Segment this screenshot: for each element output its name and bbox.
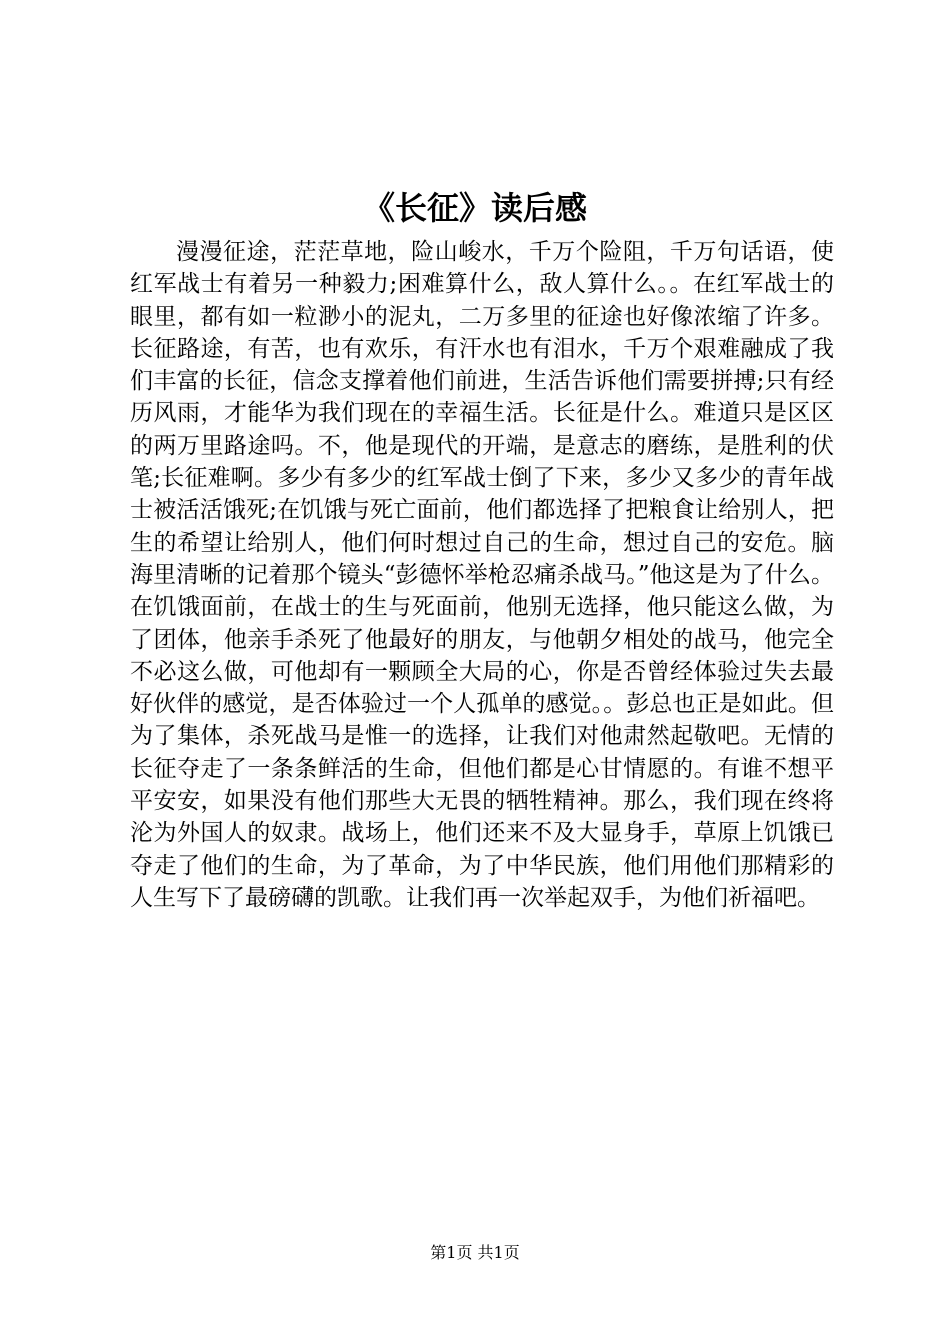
document-body: 漫漫征途，茫茫草地，险山峻水，千万个险阻，千万句话语，使红军战士有着另一种毅力;困难算什么，敌人算什么。。在红军战士的眼里，都有如一粒渺小的泥丸，二万多里的征途也好像浓缩了许多。长征路途，有苦，也有欢乐，有汗水也有泪水，千万个艰难融成了我们丰富的长征，信念支撑着他们前进，生活告诉他们需要拼搏;只有经历风雨，才能华为我们现在的幸福生活。长征是什么。难道只是区区的两万里路途吗。不，他是现代的开端，是意志的磨练，是胜利的伏笔;长征难啊。多少有多少的红军战士倒了下来，多少又多少的青年战士被活活饿死;在饥饿与死亡面前，他们都选择了把粮食让给别人，把生的希望让给别人，他们何时想过自己的生命，想过自己的安危。脑海里清晰的记着那个镜头“彭德怀举枪忍痛杀战马。”他这是为了什么。在饥饿面前，在战士的生与死面前，他别无选择，他只能这么做，为了团体，他亲手杀死了他最好的朋友，与他朝夕相处的战马，他完全不必这么做，可他却有一颗顾全大局的心，你是否曾经体验过失去最好伙伴的感觉，是否体验过一个人孤单的感觉。。彭总也正是如此。但为了集体，杀死战马是惟一的选择，让我们对他肃然起敬吧。无情的长征夺走了一条条鲜活的生命，但他们都是心甘情愿的。有谁不想平平安安，如果没有他们那些大无畏的牺牲精神。那么，我们现在终将沦为外国人的奴隶。战场上，他们还来不及大显身手，草原上饥饿已夺走了他们的生命，为了革命，为了中华民族，他们用他们那精彩的人生写下了最磅礴的凯歌。让我们再一次举起双手，为他们祈福吧。 [130,239,834,911]
page-footer: 第1页 共1页 [430,1243,520,1262]
document-title: 《长征》读后感 [362,189,587,227]
